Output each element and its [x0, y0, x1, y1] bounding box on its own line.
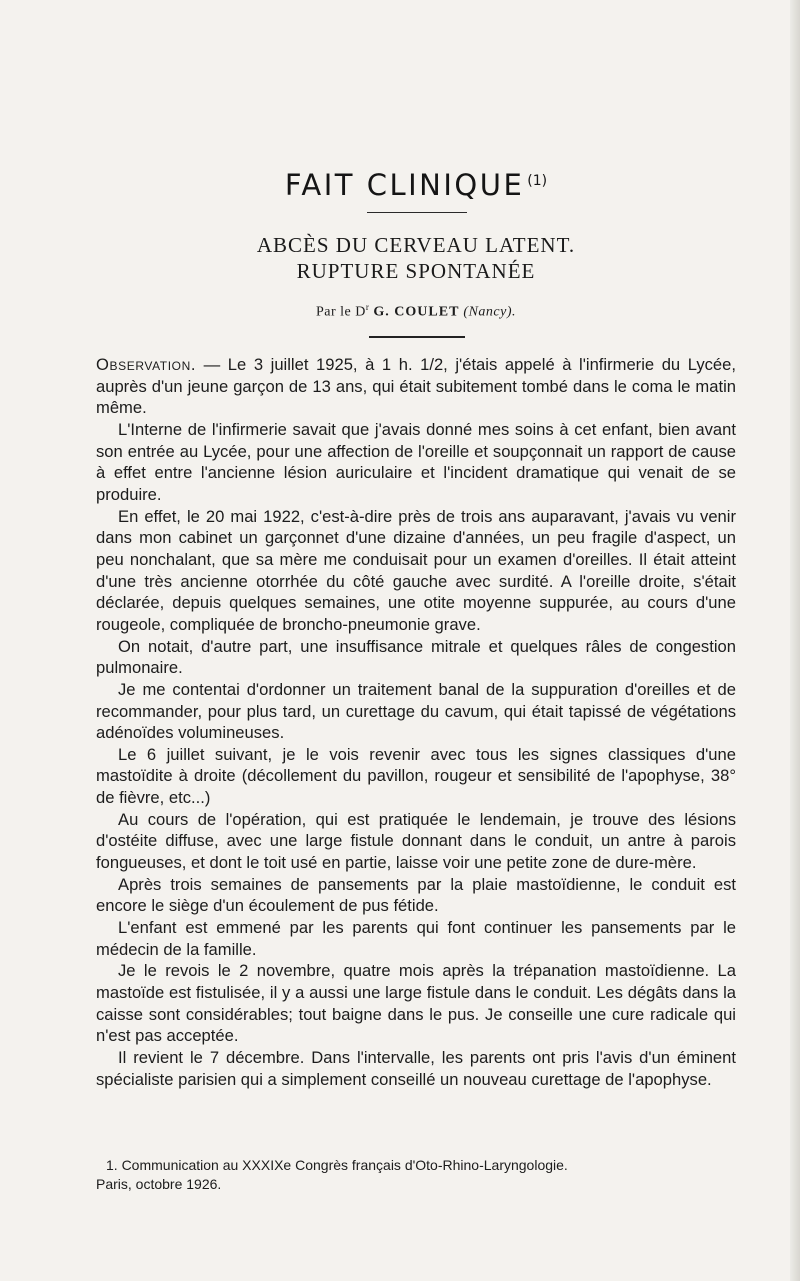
paragraph-6: Le 6 juillet suivant, je le vois revenir avec tous les signes classiques d'une mastoïdite à droite (décollement du pavillon, rougeur et sensibilité de l'apophyse, 38° de fièvre, etc...) [96, 744, 736, 808]
paragraph-4: On notait, d'autre part, une insuffisance mitrale et quelques râles de congestion pulmonaire. [96, 636, 736, 678]
byline-prefix: Par le D [316, 304, 366, 320]
byline-sup: r [365, 302, 370, 312]
paragraph-1-text: — Le 3 juillet 1925, à 1 h. 1/2, j'étais appelé à l'infirmerie du Lycée, auprès d'un jeune garçon de 13 ans, qui était subitement tombé dans le coma le matin même. [96, 355, 736, 418]
paragraph-10: Je le revois le 2 novembre, quatre mois après la trépanation mastoïdienne. La mastoïde est fistulisée, il y a aussi une large fistule dans le conduit. Les dégâts dans la caisse sont considérables; tout baigne dans le pus. Je conseille une cure radicale qui n'est pas acceptée. [96, 961, 736, 1046]
page-edge-shadow [790, 0, 800, 1281]
article-title [96, 168, 736, 202]
paragraph-9: L'enfant est emmené par les parents qui font continuer les pansements par le médecin de la famille. [96, 918, 736, 959]
footnote-line-1: 1. Communication au XXXIXe Congrès français d'Oto-Rhino-Laryngologie. [106, 1157, 568, 1173]
paragraph-1 [96, 354, 736, 419]
title-text: FAIT CLINIQUE [284, 168, 525, 202]
paragraph-3: En effet, le 20 mai 1922, c'est-à-dire près de trois ans auparavant, j'avais vu venir dans mon cabinet un garçonnet d'une dizaine d'années, un peu fragile d'aspect, un peu nonchalant, que sa mère me conduisait pour un examen d'oreilles. Il était atteint d'une très ancienne otorrhée du côté gauche avec surdité. A l'oreille droite, s'était déclarée, depuis quelques semaines, une otite moyenne suppurée, au cours d'une rougeole, compliquée de broncho-pneumonie grave. [96, 506, 736, 634]
paragraph-11: Il revient le 7 décembre. Dans l'intervalle, les parents ont pris l'avis d'un éminent spécialiste parisien qui a simplement conseillé un nouveau curettage de l'apophyse. [96, 1048, 736, 1089]
byline [96, 302, 736, 321]
footnote-line-2: Paris, octobre 1926. [96, 1176, 222, 1192]
byline-author: G. COULET [373, 304, 460, 320]
paragraph-2: L'Interne de l'infirmerie savait que j'avais donné mes soins à cet enfant, bien avant son entrée au Lycée, pour une affection de l'oreille et soupçonnait un rapport de cause à effet entre l'ancienne lésion auriculaire et l'incident dramatique qui venait de se produire. [96, 419, 736, 504]
lead-label: Observation. [96, 355, 197, 374]
paragraph-7: Au cours de l'opération, qui est pratiquée le lendemain, je trouve des lésions d'ostéite diffuse, avec une large fistule donnant dans le conduit, un antre à parois fongueuses, et dont le toit usé en partie, laisse voir une petite zone de dure-mère. [96, 809, 736, 873]
paragraph-8: Après trois semaines de pansements par la plaie mastoïdienne, le conduit est encore le siège d'un écoulement de pus fétide. [96, 874, 736, 916]
paragraph-5: Je me contentai d'ordonner un traitement banal de la suppuration d'oreilles et de recommander, pour plus tard, un curettage du cavum, qui était tapissé de végétations adénoïdes volumineuses. [96, 679, 736, 743]
title-footnote-marker: (1) [527, 173, 548, 189]
article-body [96, 354, 736, 1090]
title-divider [367, 212, 467, 213]
byline-place: (Nancy). [463, 304, 516, 320]
byline-divider [369, 336, 465, 338]
subtitle-line-2: RUPTURE SPONTANÉE [296, 259, 536, 283]
subtitle-line-1: ABCÈS DU CERVEAU LATENT. [256, 233, 576, 257]
footnote [96, 1156, 736, 1194]
